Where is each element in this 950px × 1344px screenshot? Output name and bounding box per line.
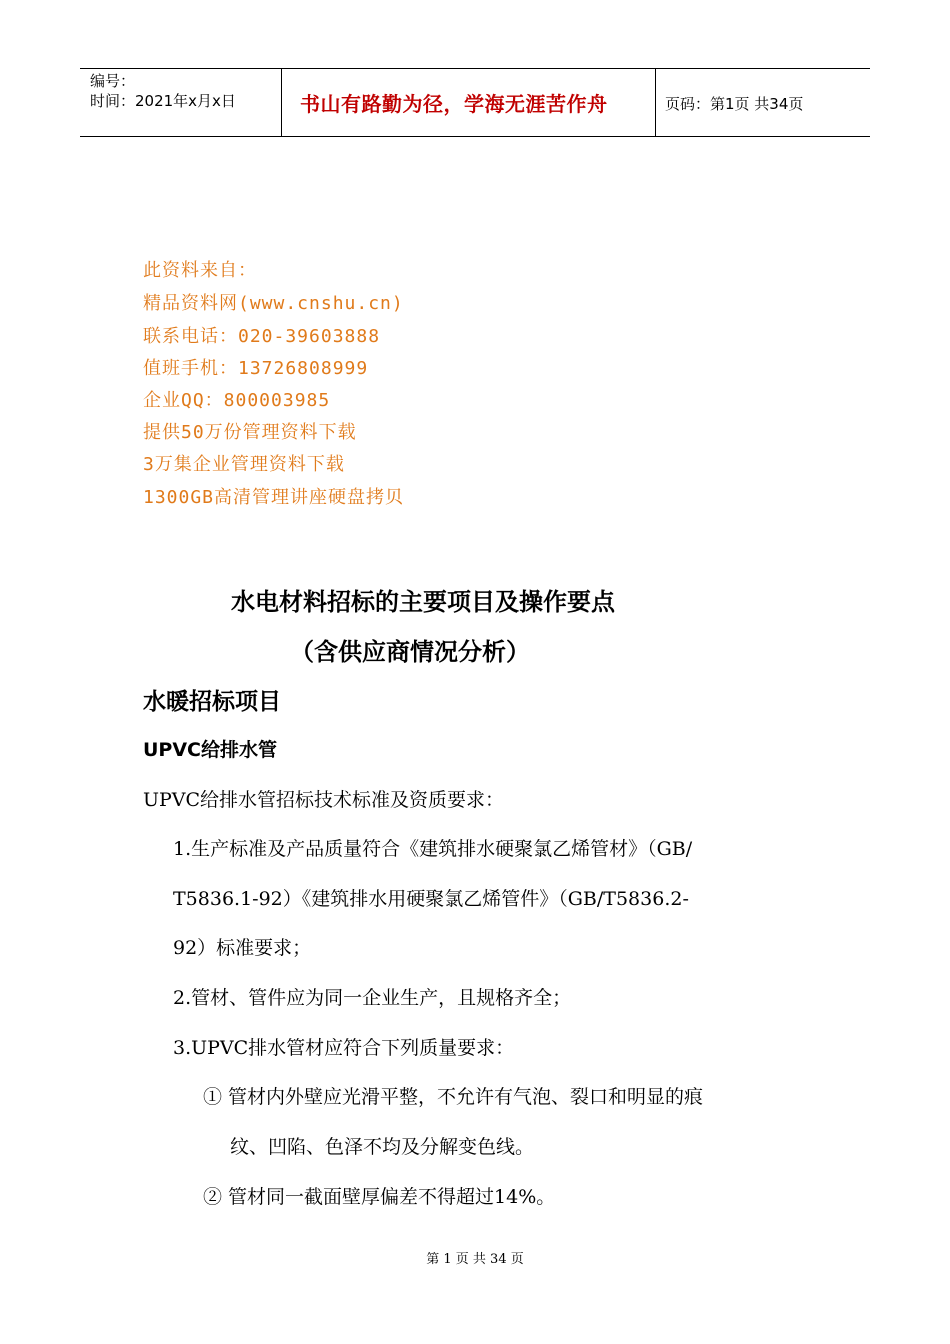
promo-line: 联系电话：020-39603888 xyxy=(143,326,381,347)
header-motto: 书山有路勤为径，学海无涯苦作舟 xyxy=(300,92,608,116)
item-3: 3.UPVC排水管材应符合下列质量要求： xyxy=(173,1037,515,1059)
page-footer: 第 1 页 共 34 页 xyxy=(426,1252,524,1267)
promo-line: 此资料来自： xyxy=(143,260,257,281)
promo-line: 企业QQ：800003985 xyxy=(143,390,331,411)
item-1-line-3: 92）标准要求； xyxy=(173,937,312,959)
document-title: 水电材料招标的主要项目及操作要点 xyxy=(231,588,615,616)
header-divider-left xyxy=(281,68,282,136)
header-bottom-rule xyxy=(80,136,870,137)
item-2: 2.管材、管件应为同一企业生产，且规格齐全； xyxy=(173,987,572,1009)
header-page-info: 页码：第1页 共34页 xyxy=(665,95,804,113)
promo-line: 提供50万份管理资料下载 xyxy=(143,422,357,443)
section-title: 水暖招标项目 xyxy=(143,689,281,715)
item-1-line-1: 1.生产标准及产品质量符合《建筑排水硬聚氯乙烯管材》（GB/ xyxy=(173,838,693,860)
header-divider-right xyxy=(655,68,656,136)
promo-line: 3万集企业管理资料下载 xyxy=(143,454,345,475)
sub-item-1-line-1: ① 管材内外壁应光滑平整，不允许有气泡、裂口和明显的痕 xyxy=(203,1086,704,1108)
intro-paragraph: UPVC给排水管招标技术标准及资质要求： xyxy=(143,789,505,811)
promo-line: 精品资料网(www.cnshu.cn) xyxy=(143,293,404,314)
promo-line: 1300GB高清管理讲座硬盘拷贝 xyxy=(143,487,405,508)
header-time-label: 时间：2021年x月x日 xyxy=(90,92,236,110)
sub-item-1-line-2: 纹、凹陷、色泽不均及分解变色线。 xyxy=(230,1136,535,1158)
header-number-label: 编号： xyxy=(90,72,136,90)
subsection-title: UPVC给排水管 xyxy=(143,739,278,761)
document-subtitle: （含供应商情况分析） xyxy=(290,638,530,666)
promo-line: 值班手机：13726808999 xyxy=(143,358,369,379)
header-top-rule xyxy=(80,68,870,69)
sub-item-2: ② 管材同一截面壁厚偏差不得超过14%。 xyxy=(203,1186,556,1208)
item-1-line-2: T5836.1-92）《建筑排水用硬聚氯乙烯管件》（GB/T5836.2- xyxy=(173,888,689,910)
